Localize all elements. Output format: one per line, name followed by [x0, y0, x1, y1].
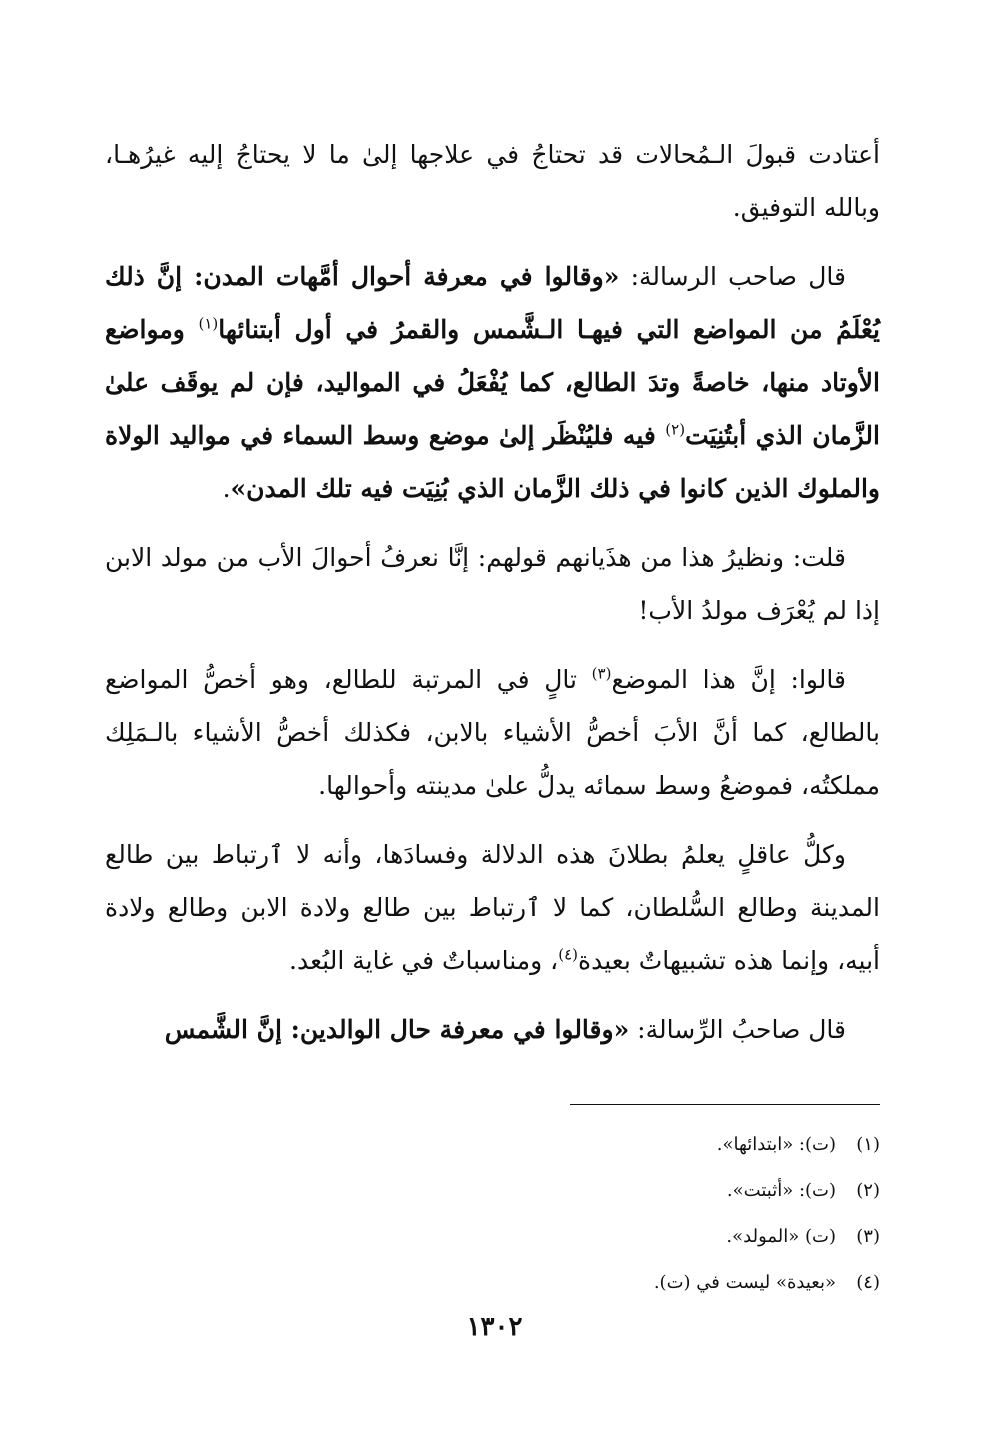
footnote-reference: (٣): [591, 664, 612, 683]
quoted-text: ومواضع الأوتاد منها، خاصةً وتدَ الطالع، كما يُفْعَلُ في المواليد، فإن لم يوقَف علىٰ الزَّمان الذي أبتُنِيَت: [105, 315, 880, 450]
footnote-divider: [570, 1104, 880, 1105]
footnote-reference: (١): [198, 314, 219, 333]
footnote-number: (٣): [856, 1226, 880, 1247]
footnote-number: (٤): [856, 1272, 880, 1293]
text-run: قالوا: إنَّ هذا الموضع: [611, 665, 846, 694]
footnote-item: [560, 1168, 880, 1214]
quoted-text: «وقالوا في معرفة حال الوالدين: إنَّ الشَّمس: [164, 1015, 630, 1044]
paragraph: [105, 531, 880, 637]
main-text: [105, 128, 880, 1072]
paragraph: [105, 250, 880, 515]
footnote-text: (ت): «ابتدائها».: [716, 1134, 836, 1155]
paragraph: [105, 1003, 880, 1056]
text-run: قال صاحبُ الرِّسالة:: [629, 1015, 846, 1044]
footnote-reference: (٢): [665, 420, 686, 439]
text-run: ، ومناسباتٌ في غاية البُعد.: [289, 946, 559, 975]
text-run: قال صاحب الرسالة:: [619, 262, 846, 291]
footnote-item: [560, 1122, 880, 1168]
text-run: .: [222, 474, 231, 503]
footnotes: [560, 1122, 880, 1306]
paragraph: [105, 828, 880, 987]
text-run: قلت: ونظيرُ هذا من هذَيانهم قولهم: إنَّا نعرفُ أحوالَ الأب من مولد الابن إذا لم يُعْرَف مولدُ الأب!: [105, 543, 880, 625]
quoted-text: فيه فليُنْظَر إلىٰ موضع وسط السماء في مواليد الولاة والملوك الذين كانوا في ذلك الزَّمان الذي بُنِيَت فيه تلك المدن»: [105, 421, 880, 503]
text-run: تالٍ في المرتبة للطالع، وهو أخصُّ المواضع بالطالع، كما أنَّ الأبَ أخصُّ الأشياء بالابن، فكذلك أخصُّ الأشياء بالـمَلِك مملكتُه، فموضعُ وسط سمائه يدلُّ علىٰ مدينته وأحوالها.: [105, 665, 880, 800]
footnote-text: (ت) «المولد».: [726, 1226, 836, 1247]
footnote-number: (١): [856, 1134, 880, 1155]
text-run: وكلُّ عاقلٍ يعلمُ بطلانَ هذه الدلالة وفسادَها، وأنه لا ٱرتباط بين طالع المدينة وطالع السُّلطان، كما لا ٱرتباط بين طالع ولادة الابن وطالع ولادة أبيه، وإنما هذه تشبيهاتٌ بعيدة: [105, 840, 880, 975]
page-number: ١٣٠٢: [466, 1312, 523, 1342]
paragraph: [105, 128, 880, 234]
text-run: أعتادت قبولَ الـمُحالات قد تحتاجُ في علاجها إلىٰ ما لا يحتاجُ إليه غيرُهـا، وبالله التوفيق.: [105, 140, 880, 222]
paragraph: [105, 653, 880, 812]
footnote-item: [560, 1214, 880, 1260]
footnote-reference: (٤): [558, 945, 579, 964]
footnote-item: [560, 1260, 880, 1306]
footnote-number: (٢): [856, 1180, 880, 1201]
footnote-text: «بعيدة» ليست في (ت).: [653, 1272, 836, 1293]
quoted-text: «وقالوا في معرفة أحوال أمَّهات المدن: إنَّ ذلك يُعْلَمُ من المواضع التي فيهـا الـشَّمس والقمرُ في أول أبتنائها: [105, 262, 881, 344]
footnote-text: (ت): «أثبتت».: [726, 1180, 836, 1201]
